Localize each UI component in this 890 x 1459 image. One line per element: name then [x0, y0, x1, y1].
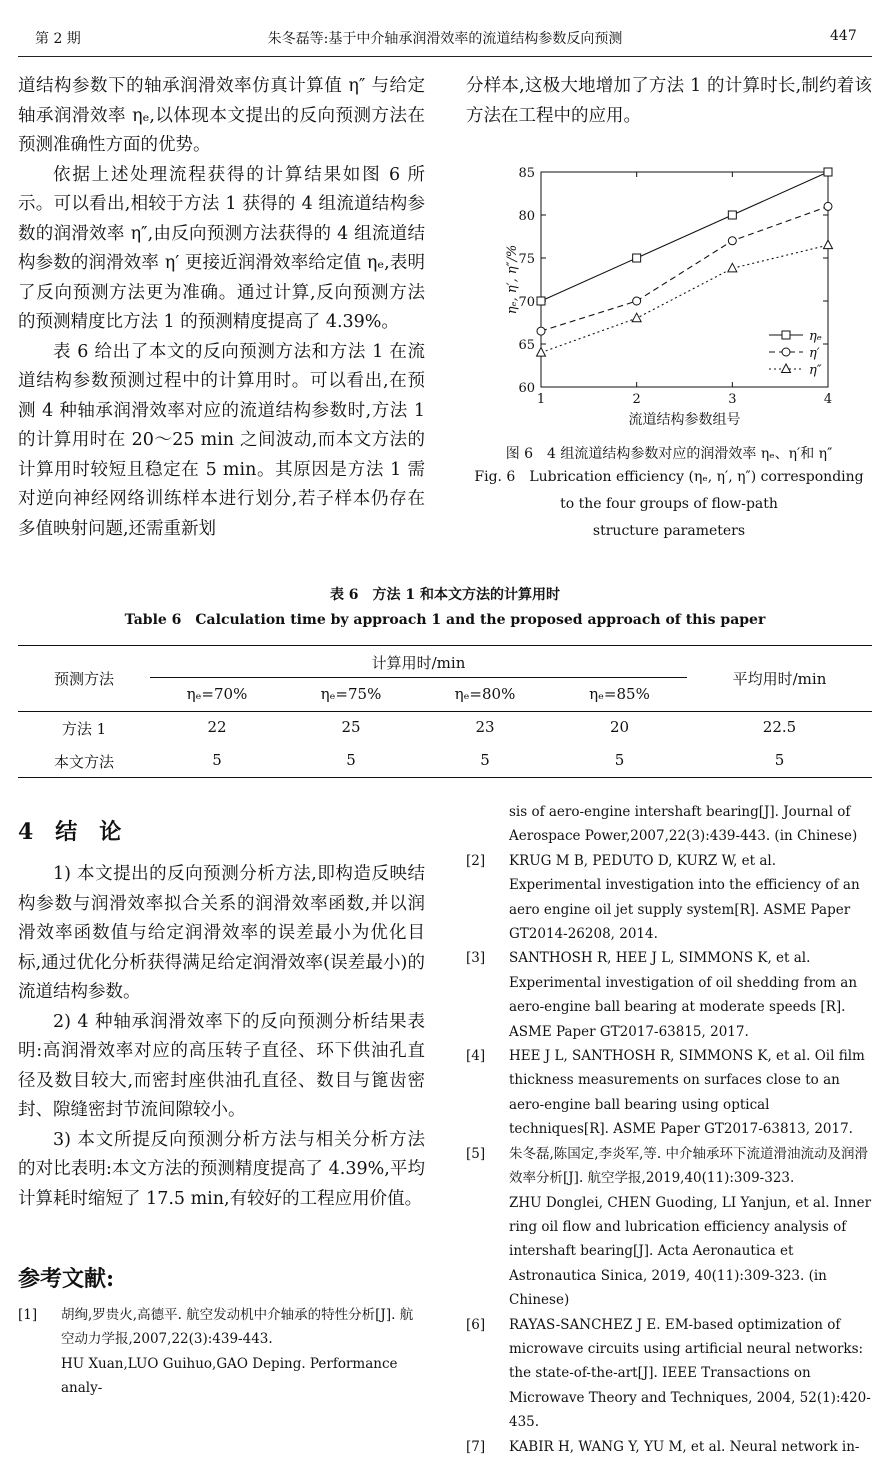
- paragraph: 道结构参数下的轴承润滑效率仿真计算值 η″ 与给定轴承润滑效率 ηₑ,以体现本文提出的反向预测方法在预测准确性方面的优势。: [18, 76, 425, 155]
- caption-line: to the four groups of flow-path: [560, 496, 778, 512]
- section-heading: 4 结 论: [18, 819, 122, 845]
- reference-text-en: HU Xuan,LUO Guihuo,GAO Deping. Performance analy-: [61, 1355, 398, 1397]
- reference-text: KRUG M B, PEDUTO D, KURZ W, et al. Experimental investigation into the efficiency of an aero engine oil jet supply system[R]. ASME Paper GT2014-26208, 2014.: [509, 852, 860, 943]
- table-header-group: 计算用时/min: [371, 654, 466, 672]
- series-line: [541, 172, 828, 301]
- figure-caption-en: [466, 464, 872, 545]
- y-tick-label: 75: [518, 252, 535, 267]
- table-group-rule: [150, 677, 687, 678]
- data-point: [632, 313, 641, 322]
- conclusion-text: [18, 860, 425, 1214]
- table-bottom-rule: [18, 777, 872, 778]
- legend-label: ηₑ: [809, 329, 822, 344]
- running-title: 朱冬磊等:基于中介轴承润滑效率的流道结构参数反向预测: [267, 31, 623, 47]
- reference-item: [466, 1435, 872, 1459]
- table-header-method: 预测方法: [53, 670, 114, 688]
- reference-item: [466, 800, 872, 849]
- reference-number: [7]: [466, 1438, 486, 1455]
- paragraph: 2) 4 种轴承润滑效率下的反向预测分析结果表明:高润滑效率对应的高压转子直径、环下供油孔直径及数目较大,而密封座供油孔直径、数目与篦齿密封、隙缝密封节流间隙较小。: [18, 1011, 425, 1120]
- reference-number: [3]: [466, 950, 486, 967]
- caption-line: Fig. 6 Lubrication efficiency (ηₑ, η′, η″) corresponding: [474, 469, 864, 485]
- reference-text: SANTHOSH R, HEE J L, SIMMONS K, et al. Experimental investigation of oil shedding from an aero-engine ball bearing at moderate speeds [R]. ASME Paper GT2017-63815, 2017.: [509, 950, 858, 1040]
- legend-label: η″: [809, 363, 822, 378]
- figure-caption-cn: 图 6 4 组流道结构参数对应的润滑效率 ηₑ、η′和 η″: [505, 446, 833, 462]
- x-tick-label: 2: [632, 392, 641, 407]
- y-tick-label: 85: [518, 166, 535, 181]
- right-column-text: 分样本,这极大地增加了方法 1 的计算时长,制约着该方法在工程中的应用。: [466, 76, 872, 126]
- data-point: [824, 240, 833, 249]
- header-rule: [18, 56, 872, 57]
- reference-item: [466, 1142, 872, 1313]
- data-point: [824, 168, 832, 176]
- reference-text: RAYAS-SANCHEZ J E. EM-based optimization of microwave circuits using artificial neural networks: the state-of-the-art[J]. IEEE Transactions on Microwave Theory and Techniques, 2004, 52(1):420-435.: [509, 1316, 871, 1431]
- reference-number: [2]: [466, 852, 486, 869]
- series-line: [541, 206, 828, 331]
- reference-text: 胡绚,罗贵火,高德平. 航空发动机中介轴承的特性分析[J]. 航空动力学报,2007,22(3):439-443.: [61, 1307, 414, 1348]
- table-header-rule: [18, 711, 872, 712]
- reference-1: [18, 1303, 425, 1401]
- table-title-en: Table 6 Calculation time by approach 1 and the proposed approach of this paper: [124, 612, 766, 628]
- y-tick-label: 70: [518, 295, 535, 310]
- table-cell: 5: [212, 751, 222, 769]
- table-cell: 25: [341, 718, 361, 736]
- table-cell: 5: [614, 751, 625, 769]
- table-subheader: ηₑ=75%: [320, 685, 382, 703]
- issue-label: 第 2 期: [35, 31, 81, 47]
- table-subheader: ηₑ=80%: [454, 685, 516, 703]
- data-point: [824, 202, 832, 210]
- data-point: [728, 237, 736, 245]
- reference-text: HEE J L, SANTHOSH R, SIMMONS K, et al. Oil film thickness measurements on surfaces close to an aero-engine ball bearing using optical techniques[R]. ASME Paper GT2017-63813, 2017.: [509, 1048, 865, 1138]
- caption-line: structure parameters: [592, 523, 746, 539]
- table-cell-avg: 22.5: [762, 718, 797, 736]
- data-point: [728, 211, 736, 219]
- y-tick-label: 80: [518, 209, 535, 224]
- x-axis-label: 流道结构参数组号: [628, 412, 741, 428]
- table-cell-method: 方法 1: [61, 720, 107, 738]
- data-point: [728, 263, 737, 272]
- paragraph: 依据上述处理流程获得的计算结果如图 6 所示。可以看出,相较于方法 1 获得的 4 组流道结构参数的润滑效率 η″,由反向预测方法获得的 4 组流道结构参数的润滑效率 η′ 更接近润滑效率给定值 ηₑ,表明了反向预测方法更为准确。通过计算,反向预测方法的预测精度比方法 1 的预测精度提高了 4.39%。: [18, 164, 425, 332]
- references-right: [466, 800, 872, 1459]
- table-cell: 5: [346, 751, 356, 769]
- table-cell: 23: [475, 718, 495, 736]
- reference-text: 朱冬磊,陈国定,李炎军,等. 中介轴承环下流道滑油流动及润滑效率分析[J]. 航空学报,2019,40(11):309-323.: [509, 1145, 868, 1187]
- paragraph: 表 6 给出了本文的反向预测方法和方法 1 在流道结构参数预测过程中的计算用时。可以看出,在预测 4 种轴承润滑效率对应的流道结构参数时,方法 1 的计算用时在 20～25 min 之间波动,而本文方法的计算用时较短且稳定在 5 min。其原因是方法 1 需对逆向神经网络训练样本进行划分,若子样本仍存在多值映射问题,还需重新划: [18, 341, 425, 539]
- table-subheader: ηₑ=85%: [589, 685, 650, 703]
- table-cell-avg: 5: [774, 751, 785, 769]
- reference-number: [1]: [18, 1307, 38, 1323]
- table-cell: 5: [480, 751, 490, 769]
- y-tick-label: 65: [518, 338, 535, 353]
- reference-text-en: ZHU Donglei, CHEN Guoding, LI Yanjun, et al. Inner ring oil flow and lubrication efficiency analysis of intershaft bearing[J]. Acta Aeronautica et Astronautica Sinica, 2019, 40(11):309-323. (in Chinese): [509, 1194, 872, 1309]
- table-header-avg: 平均用时/min: [732, 670, 827, 688]
- table-subheader: ηₑ=70%: [186, 685, 248, 703]
- data-point: [633, 254, 641, 262]
- data-point: [537, 327, 545, 335]
- y-axis-label: ηₑ, η′, η″/%: [505, 244, 520, 315]
- data-point: [633, 297, 641, 305]
- paragraph: 3) 本文所提反向预测分析方法与相关分析方法的对比表明:本文方法的预测精度提高了 4.39%,平均计算耗时缩短了 17.5 min,有较好的工程应用价值。: [18, 1129, 425, 1209]
- data-point: [537, 348, 546, 357]
- reference-number: [6]: [466, 1316, 486, 1333]
- reference-item: [466, 849, 872, 947]
- data-point: [782, 331, 790, 339]
- table-cell-method: 本文方法: [53, 753, 114, 771]
- legend-label: η′: [809, 346, 820, 361]
- reference-text: sis of aero-engine intershaft bearing[J]. Journal of Aerospace Power,2007,22(3):439-443. (in Chinese): [509, 804, 858, 845]
- reference-item: [18, 1303, 425, 1401]
- table-title-cn: 表 6 方法 1 和本文方法的计算用时: [329, 587, 561, 603]
- table-top-rule: [18, 645, 872, 646]
- figure-6-chart: [466, 155, 872, 430]
- table-cell: 20: [609, 718, 630, 736]
- x-tick-label: 4: [823, 392, 833, 407]
- left-column-text: [18, 72, 425, 544]
- data-point: [782, 364, 791, 373]
- reference-item: [466, 1044, 872, 1142]
- references-heading: 参考文献:: [18, 1266, 115, 1292]
- data-point: [782, 348, 790, 356]
- reference-item: [466, 946, 872, 1044]
- x-tick-label: 3: [728, 392, 737, 407]
- reference-number: [5]: [466, 1145, 486, 1162]
- table-row: [18, 718, 872, 744]
- reference-number: [4]: [466, 1048, 486, 1065]
- paragraph: 1) 本文提出的反向预测分析方法,即构造反映结构参数与润滑效率拟合关系的润滑效率函数,并以润滑效率函数值与给定润滑效率的误差最小为优化目标,通过优化分析获得满足给定润滑效率(误差最小)的流道结构参数。: [18, 864, 425, 1002]
- data-point: [537, 297, 545, 305]
- page-number: 447: [830, 28, 857, 44]
- x-tick-label: 1: [536, 392, 546, 407]
- table-cell: 22: [207, 718, 227, 736]
- reference-text: KABIR H, WANG Y, YU M, et al. Neural network in-: [509, 1438, 860, 1455]
- table-row: [18, 751, 872, 777]
- reference-item: [466, 1313, 872, 1435]
- y-tick-label: 60: [518, 381, 535, 396]
